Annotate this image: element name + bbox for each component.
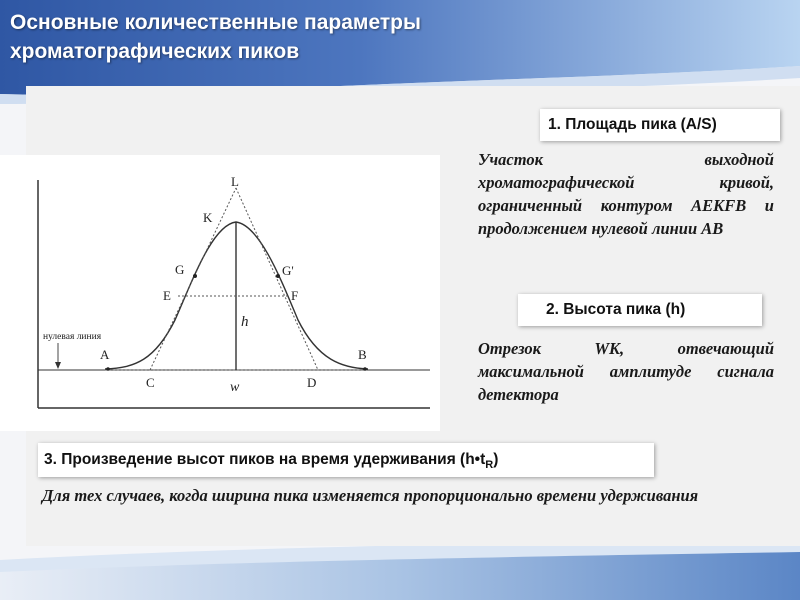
label-c: C <box>146 375 155 390</box>
label-g: G <box>175 262 185 277</box>
label-g-prime: G' <box>282 263 294 278</box>
slide-title <box>10 8 421 66</box>
label-h: h <box>241 314 249 330</box>
point-b-marker <box>363 367 367 371</box>
point-a-marker <box>106 367 110 371</box>
label-f: F <box>291 288 299 303</box>
point-g-prime-marker <box>276 274 280 278</box>
section1-heading-text: 1. Площадь пика (A/S) <box>548 116 717 133</box>
section3-heading-subscript: R <box>485 459 494 472</box>
chromatogram-diagram <box>0 155 440 431</box>
section2-heading <box>518 294 762 326</box>
slide-title-line1: Основные количественные параметры <box>10 11 421 34</box>
label-w: w <box>230 380 240 395</box>
section2-heading-text: 2. Высота пика (h) <box>546 301 686 318</box>
label-k: K <box>203 210 213 225</box>
point-g-marker <box>193 274 197 278</box>
baseline-label: нулевая линия <box>43 332 102 342</box>
label-b: B <box>358 347 367 362</box>
section3-heading-main: 3. Произведение высот пиков на время удерживания (h•t <box>44 451 486 468</box>
section3-heading-close: ) <box>493 451 499 468</box>
label-l: L <box>231 174 239 189</box>
section2-description: Отрезок WK, отвечающий максимальной амплитуде сигнала детектора <box>478 339 774 404</box>
chromatogram-figure <box>0 155 440 431</box>
slide-title-line2: хроматографических пиков <box>10 40 300 63</box>
section3-heading <box>38 443 654 477</box>
tangent-right <box>236 188 318 370</box>
label-a: A <box>100 347 110 362</box>
section3-description: Для тех случаев, когда ширина пика изменяется пропорционально времени удерживания <box>42 486 699 505</box>
label-d: D <box>307 375 317 390</box>
label-e: E <box>163 288 171 303</box>
tangent-left <box>150 188 236 370</box>
section1-description: Участок выходной хроматографической кривой, ограниченный контуром AEKFB и продолжением нулевой линии AB <box>478 150 774 238</box>
section1-heading <box>540 109 780 141</box>
